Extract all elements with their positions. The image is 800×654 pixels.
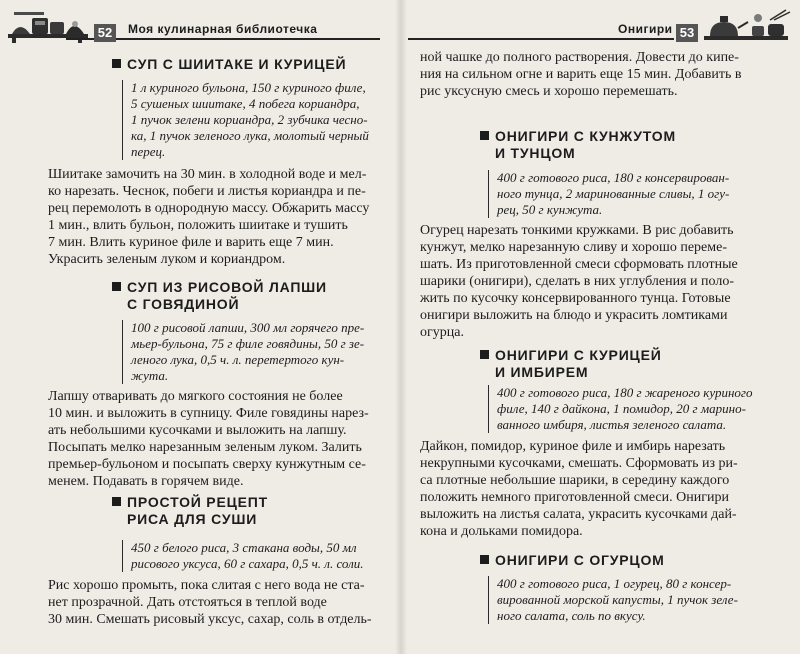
recipe-method: Дайкон, помидор, куриное филе и имбирь нарезать некрупными кусочками, смешать. Сформовать из ри- са плотные небольшие шарики, в середину каждого положить немного приготовленной смеси. Онигири выложить на листья салата, украсить кусочками дай- кона и дольками помидора. [420,439,738,539]
recipe-title: ОНИГИРИ С КУРИЦЕЙ И ИМБИРЕМ [480,347,662,381]
right-running-head [400,4,794,44]
recipe-title: ОНИГИРИ С КУНЖУТОМ И ТУНЦОМ [480,128,676,162]
ingredients-list: 400 г готового риса, 180 г жареного куриного филе, 140 г дайкона, 1 помидор, 20 г марино- ванного имбиря, листья зеленого салата. [488,385,753,433]
ingredients-list: 400 г готового риса, 1 огурец, 80 г консер- вированной морской капусты, 1 пучок зеле- ного салата, соль по вкусу. [488,576,738,624]
square-bullet-icon [112,497,121,506]
recipe-method: Рис хорошо промыть, пока слитая с него вода не ста- нет прозрачной. Дать отстояться в теплой воде 30 мин. Смешать рисовый уксус, сахар, соль в отдель- [48,578,372,627]
recipe-title: ПРОСТОЙ РЕЦЕПТ РИСА ДЛЯ СУШИ [112,494,268,528]
recipe-title: СУП С ШИИТАКЕ И КУРИЦЕЙ [112,56,346,73]
recipe-title: СУП ИЗ РИСОВОЙ ЛАПШИ С ГОВЯДИНОЙ [112,279,327,313]
right-page [400,0,800,654]
page-number: 52 [94,24,116,42]
ingredients-list: 400 г готового риса, 180 г консервирован- ного тунца, 2 маринованные сливы, 1 огу- рец, 50 г кунжута. [488,170,729,218]
square-bullet-icon [112,59,121,68]
recipe-method: Шиитаке замочить на 30 мин. в холодной воде и мел- ко нарезать. Чеснок, побеги и листья кориандра и пе- рец перемолоть в однородную массу. Обжарить массу 1 мин., влить бульон, положить шиитаке и тушить 7 мин. Влить куриное филе и варить еще 7 мин. Украсить зеленым луком и кориандром. [48,167,370,267]
book-title: Моя кулинарная библиотечка [128,22,318,36]
square-bullet-icon [480,555,489,564]
header-rule [408,38,674,40]
ingredients-list: 100 г рисовой лапши, 300 мл горячего пре- мьер-бульона, 75 г филе говядины, 50 г зе- леного лука, 0,5 ч. л. перетертого кун- жута. [122,320,364,384]
recipe-method: Лапшу отваривать до мягкого состояния не более 10 мин. и выложить в супницу. Филе говядины нарез- ать небольшими кусочками и выложить на лапшу. Посыпать мелко нарезанным зеленым луком. Залить премьер-бульоном и посыпать сверху кунжутным се- менем. Подавать в горячем виде. [48,389,369,489]
page-number: 53 [676,24,698,42]
ingredients-list: 450 г белого риса, 3 стакана воды, 50 мл рисового уксуса, 60 г сахара, 0,5 ч. л. соли. [122,540,364,572]
left-running-head [6,4,394,44]
tea-set-ornament-icon [700,6,792,46]
ingredients-list: 1 л куриного бульона, 150 г куриного филе, 5 сушеных шиитаке, 4 побега кориандра, 1 пучок зелени кориандра, 2 зубчика чесно- ка, 1 пучок зеленого лука, молотый черный перец. [122,80,369,160]
square-bullet-icon [480,350,489,359]
recipe-method: Огурец нарезать тонкими кружками. В рис добавить кунжут, мелко нарезанную сливу и хорошо переме- шать. Из приготовленной смеси сформовать плотные шарики (онигири), сделать в них углубления и поло- жить по кусочку консервированного тунца. Готовые онигири выложить на блюдо и украсить ломтиками огурца. [420,223,738,340]
recipe-title: ОНИГИРИ С ОГУРЦОМ [480,552,665,569]
square-bullet-icon [112,282,121,291]
square-bullet-icon [480,131,489,140]
chapter-title: Онигири [618,22,673,36]
continued-text: ной чашке до полного растворения. Довести до кипе- ния на сильном огне и варить еще 15 мин. Добавить в рис уксусную смесь и хорошо перемешать. [420,50,742,99]
